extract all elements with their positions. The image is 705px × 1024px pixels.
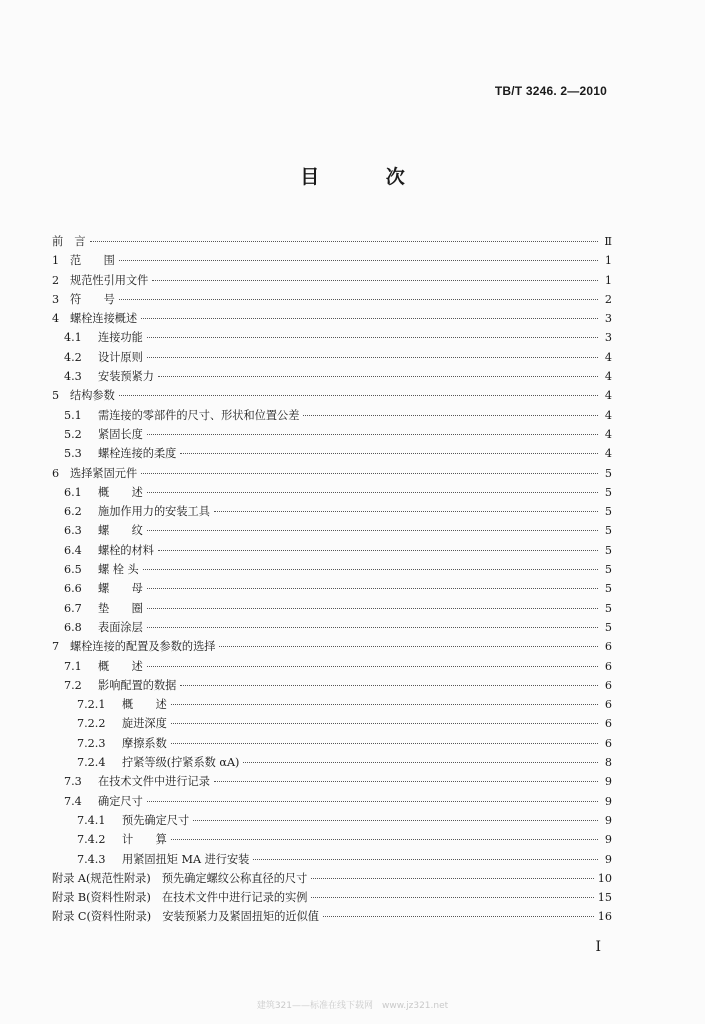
toc-entry-number: 7.3 [64, 775, 82, 789]
toc-entry-number: 7.1 [64, 659, 82, 673]
toc-entry-title: 用紧固扭矩 MA 进行安装 [122, 852, 250, 866]
toc-entry[interactable] [52, 907, 612, 926]
toc-entry[interactable] [52, 695, 612, 714]
page-title: 目 次 [300, 166, 435, 188]
toc-entry-page: 5 [604, 601, 612, 615]
toc-entry-page: 1 [604, 254, 612, 268]
dot-leader [147, 491, 598, 493]
dot-leader [143, 568, 598, 570]
toc-entry[interactable] [52, 483, 612, 502]
dot-leader [158, 549, 598, 551]
toc-entry[interactable] [52, 637, 612, 656]
dot-leader [119, 298, 598, 300]
toc-entry-number: 6 [52, 466, 60, 480]
toc-entry-page: 16 [597, 910, 612, 924]
toc-entry[interactable] [52, 792, 612, 811]
toc-entry-page: 4 [604, 447, 612, 461]
dot-leader [147, 433, 598, 435]
toc-entry-number: 5 [52, 389, 60, 403]
toc-entry-title: 紧固长度 [98, 427, 143, 441]
toc-entry[interactable] [52, 869, 612, 888]
toc-entry-title: 螺栓连接的配置及参数的选择 [70, 640, 216, 654]
dot-leader [147, 356, 598, 358]
toc-entry[interactable] [52, 888, 612, 907]
toc-entry-number: 6.7 [64, 601, 82, 615]
watermark: 建筑321——标准在线下载网 www.jz321.net [256, 1001, 449, 1011]
dot-leader [214, 780, 598, 782]
toc-entry-page: 4 [604, 350, 612, 364]
toc-entry-number: 7.4.2 [77, 833, 106, 847]
toc-entry[interactable] [52, 850, 612, 869]
toc-entry-title: 设计原则 [98, 350, 143, 364]
toc-entry-number: 7.2.3 [77, 736, 106, 750]
toc-entry[interactable] [52, 772, 612, 791]
toc-entry-title: 在技术文件中进行记录 [98, 775, 210, 789]
dot-leader [214, 510, 598, 512]
dot-leader [119, 394, 598, 396]
toc-entry-page: 6 [604, 717, 612, 731]
dot-leader [147, 626, 598, 628]
toc-entry-page: 6 [604, 698, 612, 712]
dot-leader [243, 761, 598, 763]
dot-leader [147, 587, 598, 589]
toc-entry-page: 3 [604, 331, 612, 345]
toc-entry-page: 5 [604, 620, 612, 634]
toc-entry[interactable] [52, 676, 612, 695]
toc-entry-title: 概 述 [98, 485, 143, 499]
toc-entry-page: 4 [604, 370, 612, 384]
dot-leader [311, 896, 593, 898]
dot-leader [147, 336, 598, 338]
toc-entry-number: 4.1 [64, 331, 82, 345]
toc-entry-number: 6.2 [64, 505, 82, 519]
toc-entry-number: 6.3 [64, 524, 82, 538]
toc-entry-title: 螺 纹 [98, 524, 143, 538]
dot-leader [323, 915, 594, 917]
toc-entry-page: 10 [597, 871, 612, 885]
toc-entry[interactable] [52, 271, 612, 290]
toc-entry-title: 概 述 [98, 659, 143, 673]
toc-entry-title: 计 算 [122, 833, 167, 847]
dot-leader [147, 607, 598, 609]
dot-leader [193, 819, 598, 821]
toc-entry-page: 9 [604, 833, 612, 847]
toc-entry-number: 7.2.2 [77, 717, 106, 731]
toc-entry-number: 5.1 [64, 408, 82, 422]
toc-entry[interactable] [52, 618, 612, 637]
dot-leader [180, 452, 598, 454]
toc-entry-number: 2 [52, 273, 60, 287]
dot-leader [147, 529, 598, 531]
toc-entry[interactable] [52, 464, 612, 483]
toc-entry-page: 6 [604, 736, 612, 750]
toc-entry[interactable] [52, 425, 612, 444]
dot-leader [141, 472, 598, 474]
dot-leader [90, 240, 598, 242]
toc-entry-title: 影响配置的数据 [98, 678, 177, 692]
toc-entry-number: 7.4.1 [77, 813, 106, 827]
toc-entry-page: 5 [604, 543, 612, 557]
toc-entry-page: 9 [604, 852, 612, 866]
dot-leader [147, 665, 598, 667]
dot-leader [171, 838, 598, 840]
toc-entry-title: 符 号 [70, 292, 115, 306]
dot-leader [147, 800, 598, 802]
toc-entry-title: 附录 B(资料性附录) 在技术文件中进行记录的实例 [52, 891, 308, 905]
toc-entry-title: 概 述 [122, 698, 167, 712]
toc-entry-number: 6.4 [64, 543, 82, 557]
toc-entry[interactable] [52, 579, 612, 598]
toc-entry-title: 结构参数 [70, 389, 115, 403]
toc-entry-page: 15 [597, 891, 612, 905]
toc-entry-page: 2 [604, 292, 612, 306]
toc-entry-page: 3 [604, 312, 612, 326]
toc-entry[interactable] [52, 309, 612, 328]
toc-entry-number: 7.2.1 [77, 698, 106, 712]
toc-entry-title: 螺 栓 头 [98, 563, 139, 577]
toc-entry-page: 4 [604, 427, 612, 441]
toc-entry[interactable] [52, 521, 612, 540]
toc-entry-title: 螺栓的材料 [98, 543, 154, 557]
toc-entry-title: 连接功能 [98, 331, 143, 345]
toc-entry[interactable] [52, 560, 612, 579]
toc-entry[interactable] [52, 502, 612, 521]
toc-entry-title: 范 围 [70, 254, 115, 268]
toc-entry-title: 附录 C(资料性附录) 安装预紧力及紧固扭矩的近似值 [52, 910, 319, 924]
toc-entry-title: 预先确定尺寸 [122, 813, 190, 827]
toc-entry[interactable] [52, 753, 612, 772]
toc-entry[interactable] [52, 406, 612, 425]
toc-entry-number: 3 [52, 292, 60, 306]
toc-entry-title: 安装预紧力 [98, 370, 154, 384]
page-number: I [595, 939, 601, 955]
toc-entry-title: 规范性引用文件 [70, 273, 149, 287]
toc-entry-page: Ⅱ [604, 235, 612, 248]
toc-entry-page: 9 [604, 813, 612, 827]
toc-entry[interactable] [52, 386, 612, 405]
dot-leader [253, 858, 598, 860]
toc-entry-title: 螺栓连接概述 [70, 312, 138, 326]
table-of-contents [52, 232, 612, 927]
toc-entry-title: 垫 圈 [98, 601, 143, 615]
toc-entry-page: 9 [604, 775, 612, 789]
toc-entry-number: 4.3 [64, 370, 82, 384]
toc-entry-number: 7.4.3 [77, 852, 106, 866]
dot-leader [141, 317, 598, 319]
toc-entry-number: 6.1 [64, 485, 82, 499]
toc-entry-page: 5 [604, 466, 612, 480]
toc-entry-number: 7.2 [64, 678, 82, 692]
toc-entry-page: 8 [604, 756, 612, 770]
toc-entry-title: 旋进深度 [122, 717, 167, 731]
toc-entry-page: 5 [604, 485, 612, 499]
toc-entry-title: 螺 母 [98, 582, 143, 596]
toc-entry-title: 附录 A(规范性附录) 预先确定螺纹公称直径的尺寸 [52, 871, 308, 885]
toc-entry[interactable] [52, 290, 612, 309]
toc-entry[interactable] [52, 328, 612, 347]
toc-entry-page: 4 [604, 408, 612, 422]
toc-entry[interactable] [52, 348, 612, 367]
toc-entry[interactable] [52, 251, 612, 270]
dot-leader [158, 375, 598, 377]
toc-entry-number: 1 [52, 254, 60, 268]
dot-leader [180, 684, 598, 686]
toc-entry-title: 摩擦系数 [122, 736, 167, 750]
toc-entry-page: 5 [604, 524, 612, 538]
toc-entry-title: 表面涂层 [98, 620, 143, 634]
toc-entry-number: 4.2 [64, 350, 82, 364]
dot-leader [171, 703, 598, 705]
toc-entry-page: 6 [604, 659, 612, 673]
dot-leader [152, 279, 598, 281]
toc-entry-page: 6 [604, 678, 612, 692]
dot-leader [219, 645, 598, 647]
toc-entry-number: 6.5 [64, 563, 82, 577]
toc-entry-number: 5.2 [64, 427, 82, 441]
toc-entry-number: 7 [52, 640, 60, 654]
toc-entry-number: 6.6 [64, 582, 82, 596]
toc-entry[interactable] [52, 830, 612, 849]
toc-entry-page: 5 [604, 582, 612, 596]
toc-entry-number: 7.2.4 [77, 756, 106, 770]
toc-entry[interactable] [52, 367, 612, 386]
toc-entry-page: 5 [604, 505, 612, 519]
toc-entry-page: 6 [604, 640, 612, 654]
toc-entry-number: 4 [52, 312, 60, 326]
dot-leader [171, 722, 598, 724]
dot-leader [119, 259, 598, 261]
toc-entry[interactable] [52, 599, 612, 618]
toc-entry[interactable] [52, 444, 612, 463]
dot-leader [303, 414, 598, 416]
toc-entry-title: 拧紧等级(拧紧系数 αA) [122, 756, 240, 770]
toc-entry-page: 5 [604, 563, 612, 577]
toc-entry[interactable] [52, 714, 612, 733]
dot-leader [311, 877, 593, 879]
toc-entry-title: 选择紧固元件 [70, 466, 138, 480]
toc-entry[interactable] [52, 541, 612, 560]
toc-entry[interactable] [52, 811, 612, 830]
toc-entry-title: 螺栓连接的柔度 [98, 447, 177, 461]
toc-entry-number: 5.3 [64, 447, 82, 461]
toc-entry-page: 1 [604, 273, 612, 287]
toc-entry-number: 6.8 [64, 620, 82, 634]
toc-entry[interactable] [52, 232, 612, 251]
toc-entry-page: 4 [604, 389, 612, 403]
toc-entry-page: 9 [604, 794, 612, 808]
toc-entry-title: 需连接的零部件的尺寸、形状和位置公差 [98, 408, 300, 422]
toc-entry[interactable] [52, 734, 612, 753]
toc-entry-title: 前 言 [52, 235, 86, 248]
toc-entry-title: 确定尺寸 [98, 794, 143, 808]
toc-entry-title: 施加作用力的安装工具 [98, 505, 210, 519]
standard-code: TB/T 3246. 2—2010 [494, 84, 607, 98]
toc-entry[interactable] [52, 657, 612, 676]
toc-entry-number: 7.4 [64, 794, 82, 808]
dot-leader [171, 742, 598, 744]
